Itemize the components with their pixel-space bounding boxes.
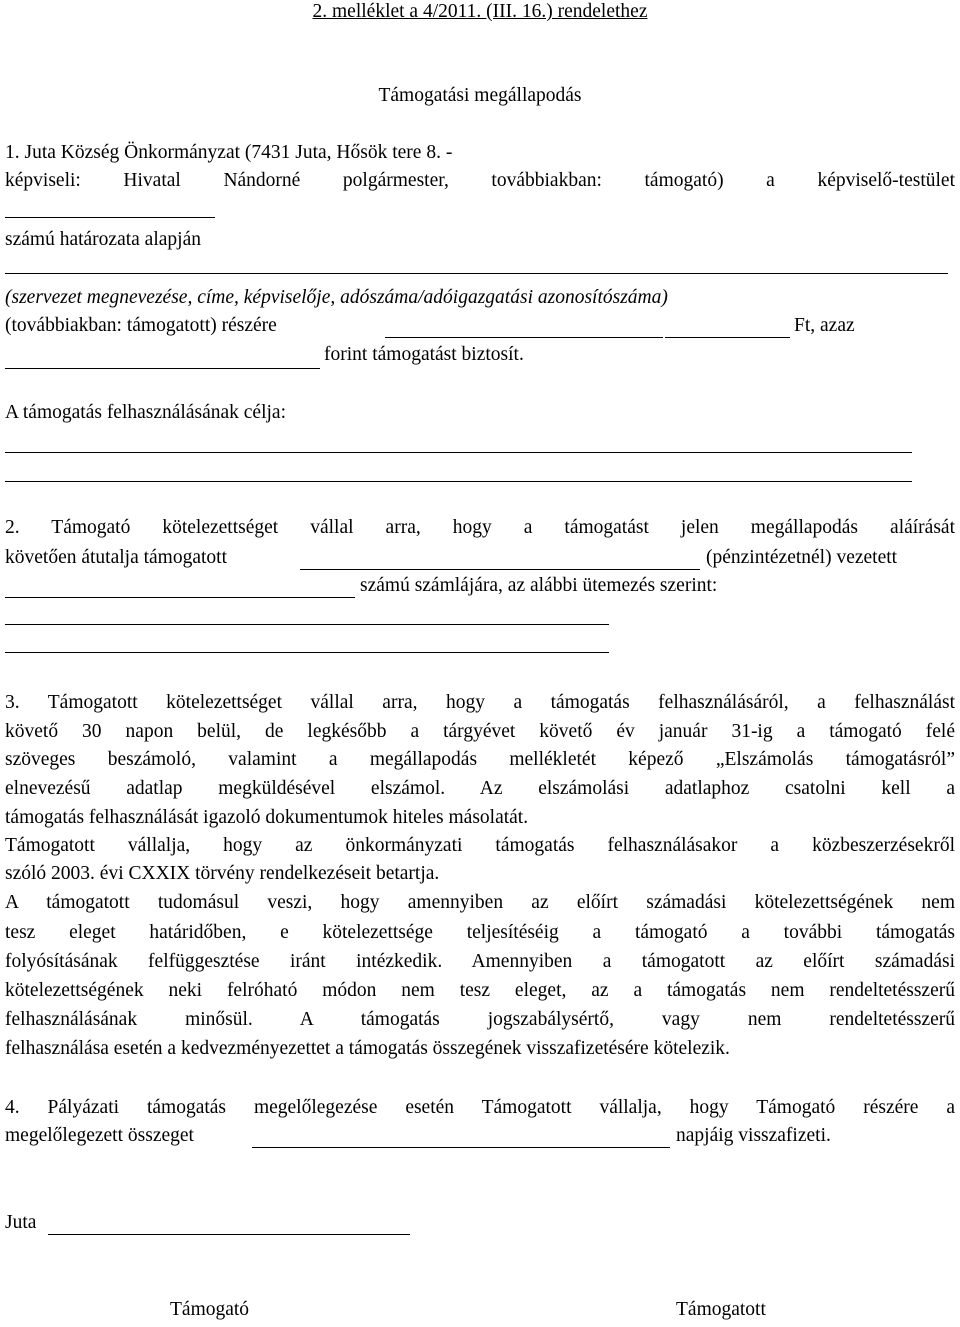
place-label: Juta [5,1212,37,1233]
section3-line: felhasználásának minősül. A támogatás jogszabálysértő, vagy nem rendeltetésszerű [5,1009,955,1030]
section3-line: támogatás felhasználását igazoló dokumentumok hiteles másolatát. [5,807,529,828]
organization-caption: (szervezet megnevezése, címe, képviselője, adószáma/adóigazgatási azonosítószáma) [5,287,668,308]
section2-line2b: (pénzintézetnél) vezetett [706,547,898,568]
section2-line3: számú számlájára, az alábbi ütemezés szerint: [360,575,718,596]
amount-currency-blank[interactable] [665,337,790,338]
section3-line: tesz eleget határidőben, e kötelezettsége teljesítéséig a támogató a további támogatás [5,922,955,943]
section1-line4b: Ft, azaz [794,315,855,336]
section3-line: A támogatott tudomásul veszi, hogy amennyiben az előírt számadási kötelezettségének nem [5,892,955,913]
section1-line1: 1. Juta Község Önkormányzat (7431 Juta, Hősök tere 8. - [5,142,453,163]
date-blank[interactable] [48,1234,410,1235]
repayment-date-blank[interactable] [252,1147,670,1148]
section3-line: felhasználása esetén a kedvezményezettet a támogatás összegének visszafizetésére kötelezik. [5,1038,730,1059]
signature-supporter: Támogató [170,1299,250,1320]
section3-line: folyósításának felfüggesztése iránt intézkedik. Amennyiben a támogatott az előírt számadási [5,951,955,972]
section2-line2a: követően átutalja támogatott [5,547,228,568]
account-number-blank[interactable] [5,597,355,598]
amount-words-blank[interactable] [5,368,320,369]
section2-line1: 2. Támogató kötelezettséget vállal arra, hogy a támogatást jelen megállapodás aláírását [5,517,955,538]
purpose-label: A támogatás felhasználásának célja: [5,402,286,423]
section3-line: Támogatott vállalja, hogy az önkormányzati támogatás felhasználásakor a közbeszerzésekről [5,835,955,856]
section3-line: szöveges beszámoló, valamint a megállapodás mellékletét képező „Elszámolás támogatásról” [5,749,955,770]
purpose-blank-2[interactable] [5,481,912,482]
bank-blank[interactable] [300,569,700,570]
schedule-blank-2[interactable] [5,652,609,653]
section1-line4a: (továbbiakban: támogatott) részére [5,315,277,336]
amount-blank[interactable] [385,337,663,338]
section1-line3: számú határozata alapján [5,229,201,250]
section3-line: kötelezettségének neki felróható módon nem tesz eleget, az a támogatás nem rendeltetésszerű [5,980,955,1001]
section4-line2b: napjáig visszafizeti. [676,1125,831,1146]
purpose-blank-1[interactable] [5,452,912,453]
section4-line1: 4. Pályázati támogatás megelőlegezése esetén Támogatott vállalja, hogy Támogató részére a [5,1097,955,1118]
section1-line2: képviseli: Hivatal Nándorné polgármester, továbbiakban: támogató) a képviselő-testület [5,170,955,191]
section3-line: elnevezésű adatlap megküldésével elszámol. Az elszámolási adatlaphoz csatolni kell a [5,778,955,799]
annex-reference: 2. melléklet a 4/2011. (III. 16.) rendelethez [312,1,648,22]
section3-line: 3. Támogatott kötelezettséget vállal arra, hogy a támogatás felhasználásáról, a felhasználást [5,692,955,713]
organization-blank[interactable] [5,273,948,274]
signature-supported: Támogatott [676,1299,766,1320]
schedule-blank-1[interactable] [5,624,609,625]
section3-line: követő 30 napon belül, de legkésőbb a tárgyévet követő év január 31-ig a támogató felé [5,721,955,742]
section4-line2a: megelőlegezett összeget [5,1125,194,1146]
section3-line: szóló 2003. évi CXXIX törvény rendelkezéseit betartja. [5,863,440,884]
section1-line5: forint támogatást biztosít. [324,344,524,365]
document-title: Támogatási megállapodás [378,85,582,106]
resolution-number-blank[interactable] [5,217,215,218]
